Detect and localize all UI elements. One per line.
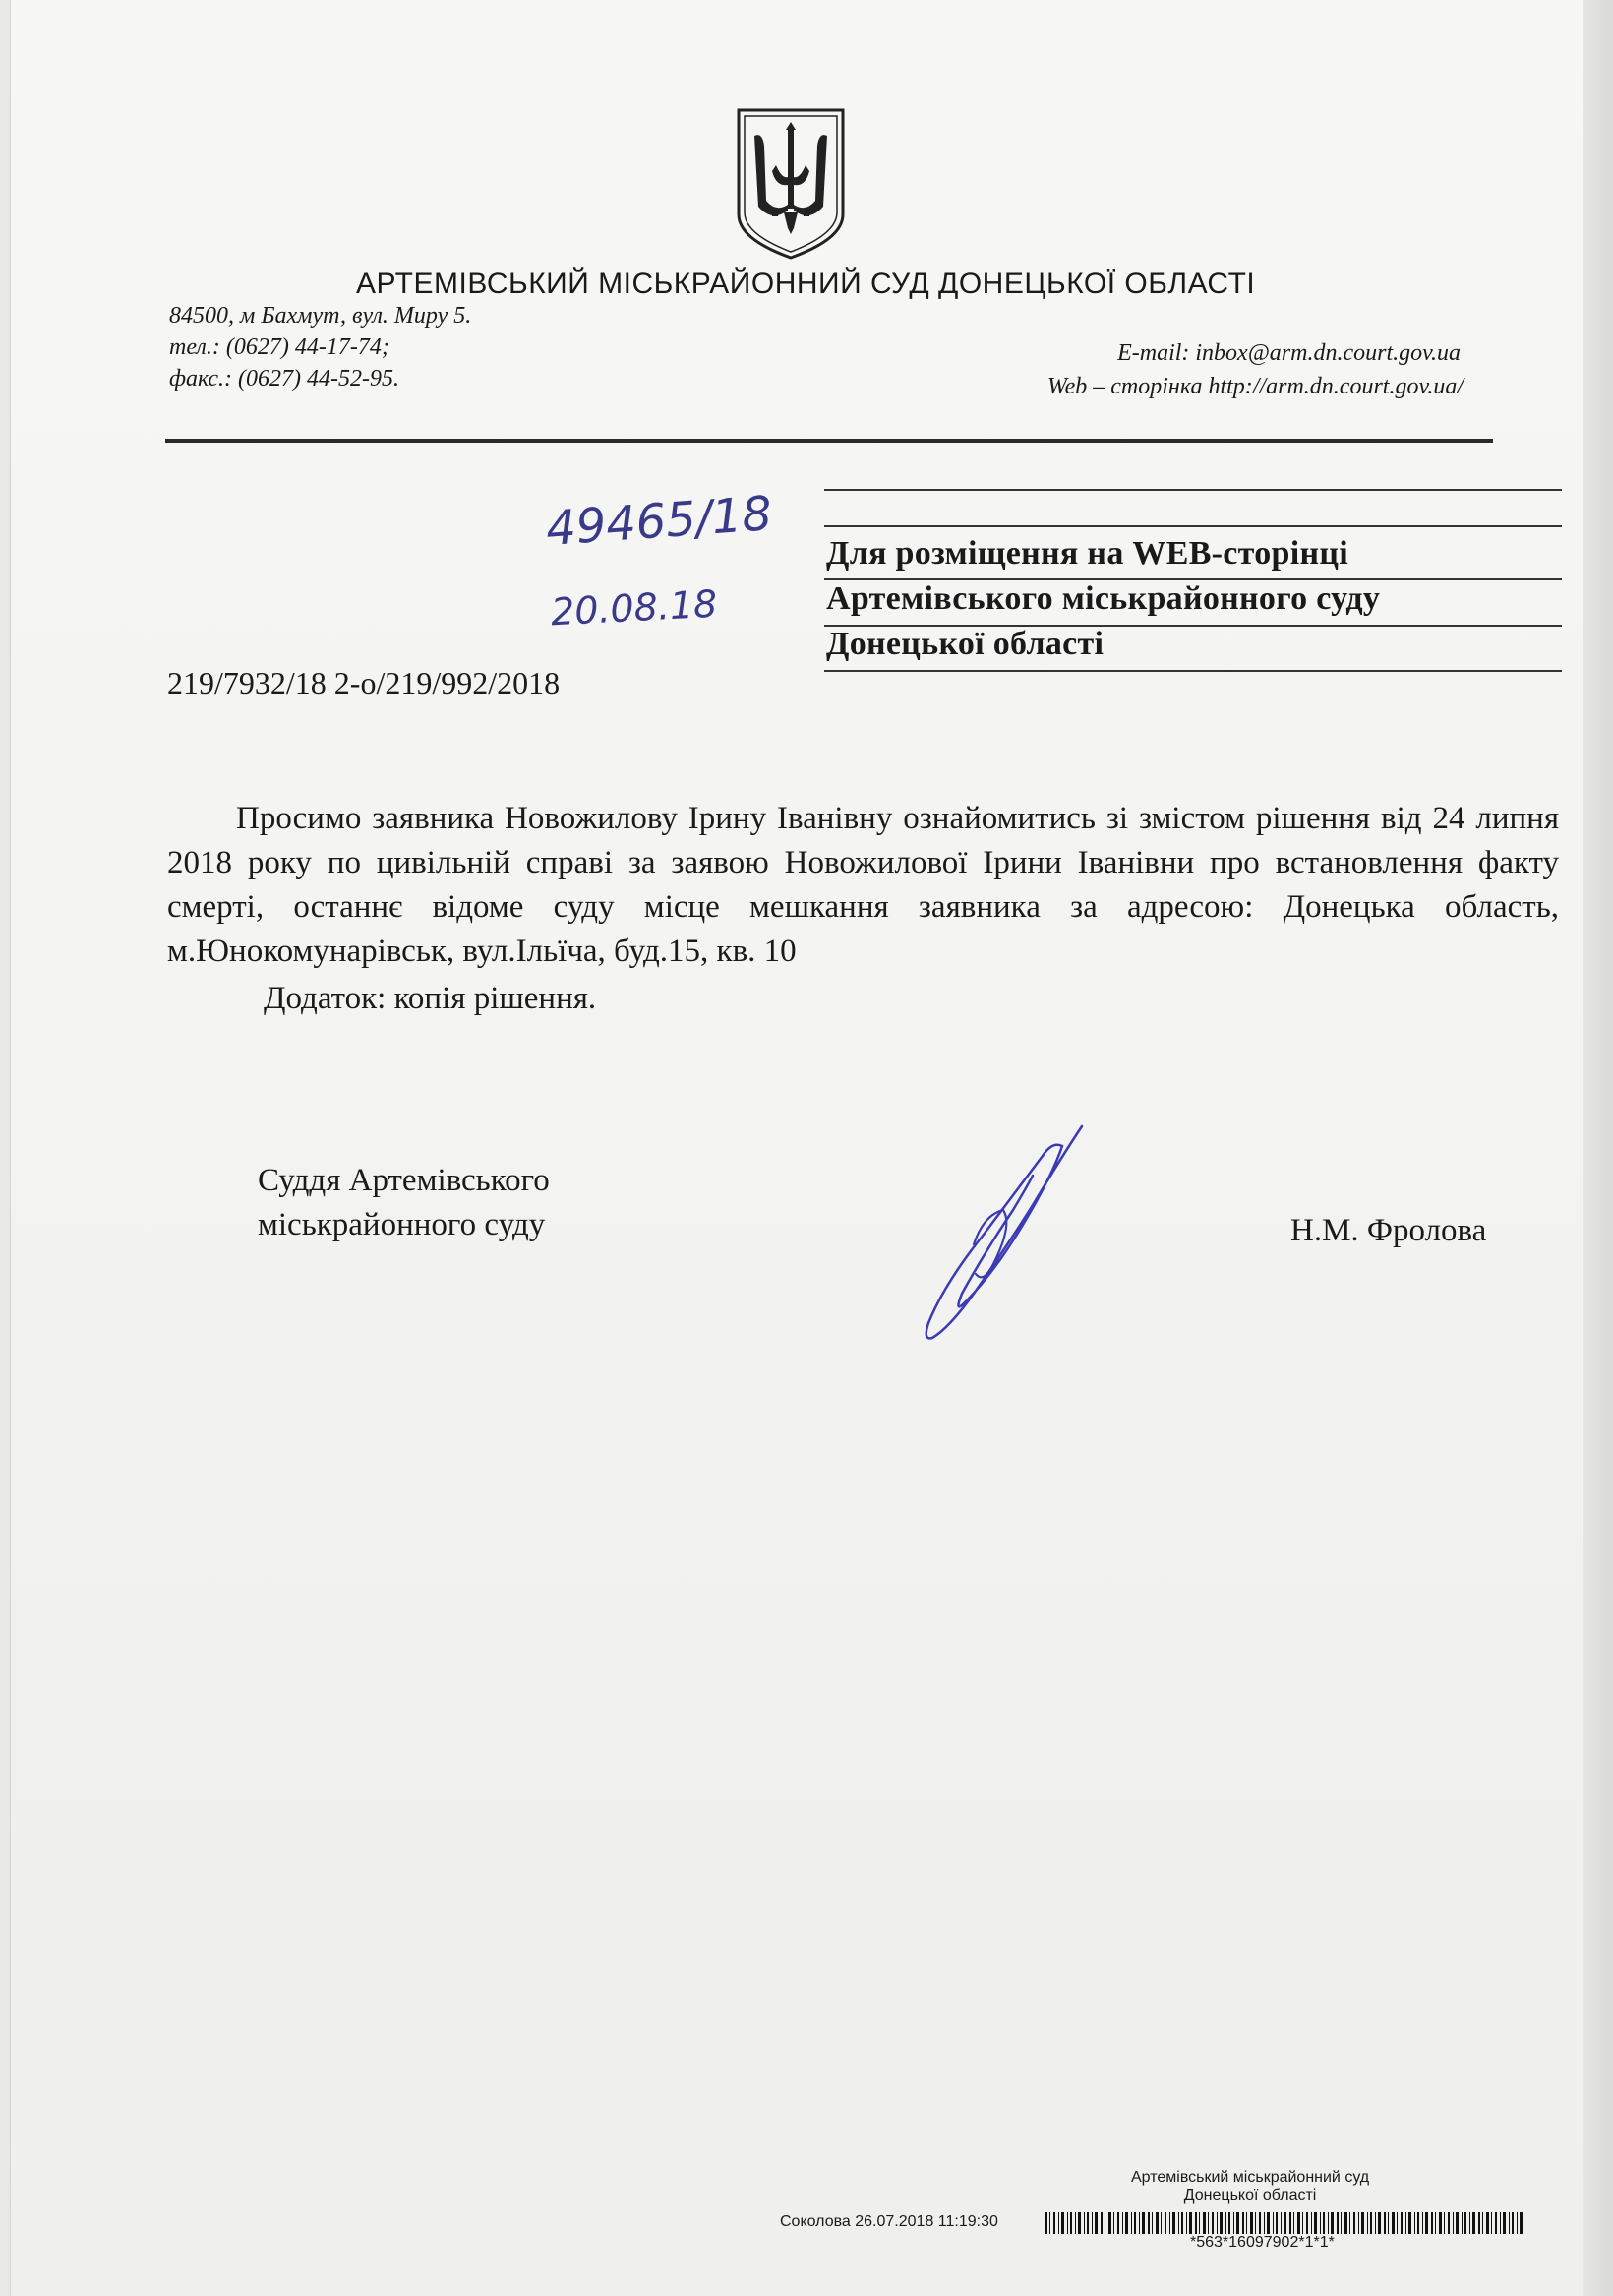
handwritten-reg-number: 49465/18 — [544, 486, 774, 557]
body-text: Просимо заявника Новожилову Ірину Іванівну ознайомитись зі змістом рішення від 24 липня 2018 року по цивільній справі за заявою Новожилової Ірини Іванівни про встановлення факту смерті, останнє відоме суду місце мешкання заявника за адресою: Донецька область, м.Юнокомунарівськ, вул.Ільїча, буд.15, кв. 10 — [167, 801, 1559, 969]
barcode-icon — [1045, 2212, 1524, 2234]
judge-title-line-1: Суддя Артемівського — [258, 1163, 550, 1198]
address-line — [824, 670, 1562, 672]
destination-line-2: Артемівського міськрайонного суду — [826, 580, 1381, 617]
stamp-court-line-2: Донецької області — [1183, 2187, 1317, 2204]
address-line — [824, 489, 1562, 491]
destination-line-1: Для розміщення на WEB-сторінці — [826, 535, 1349, 572]
scan-edge-left — [0, 0, 11, 2296]
stamp-court-line-1: Артемівський міськрайонний суд — [1131, 2169, 1370, 2186]
body-paragraph — [167, 797, 1559, 974]
court-fax: факс.: (0627) 44-52-95. — [169, 366, 399, 392]
handwritten-date: 20.08.18 — [549, 581, 719, 634]
court-email: E-mail: inbox@arm.dn.court.gov.ua — [1117, 340, 1461, 366]
address-line — [824, 525, 1562, 527]
coat-of-arms-icon — [733, 106, 849, 262]
destination-line-3: Донецької області — [826, 626, 1105, 662]
judge-name: Н.М. Фролова — [1290, 1213, 1487, 1248]
stamp-clerk-datetime: Соколова 26.07.2018 11:19:30 — [780, 2213, 998, 2230]
header-divider — [165, 439, 1493, 443]
court-phone: тел.: (0627) 44-17-74; — [169, 334, 389, 360]
court-name: АРТЕМІВСЬКИЙ МІСЬКРАЙОННИЙ СУД ДОНЕЦЬКОЇ ОБЛАСТІ — [356, 268, 1256, 300]
handwritten-signature — [915, 1117, 1097, 1348]
attachment-note: Додаток: копія рішення. — [264, 981, 597, 1016]
barcode-number: *563*16097902*1*1* — [1190, 2234, 1335, 2251]
court-web: Web – сторінка http://arm.dn.court.gov.ua/ — [1046, 374, 1464, 399]
stamp-court-name — [1131, 2169, 1369, 2205]
scan-edge-right — [1583, 0, 1613, 2296]
judge-title — [258, 1159, 550, 1247]
judge-title-line-2: міськрайонного суду — [258, 1207, 546, 1242]
court-address: 84500, м Бахмут, вул. Миру 5. — [169, 303, 472, 329]
case-numbers: 219/7932/18 2-о/219/992/2018 — [167, 665, 561, 700]
